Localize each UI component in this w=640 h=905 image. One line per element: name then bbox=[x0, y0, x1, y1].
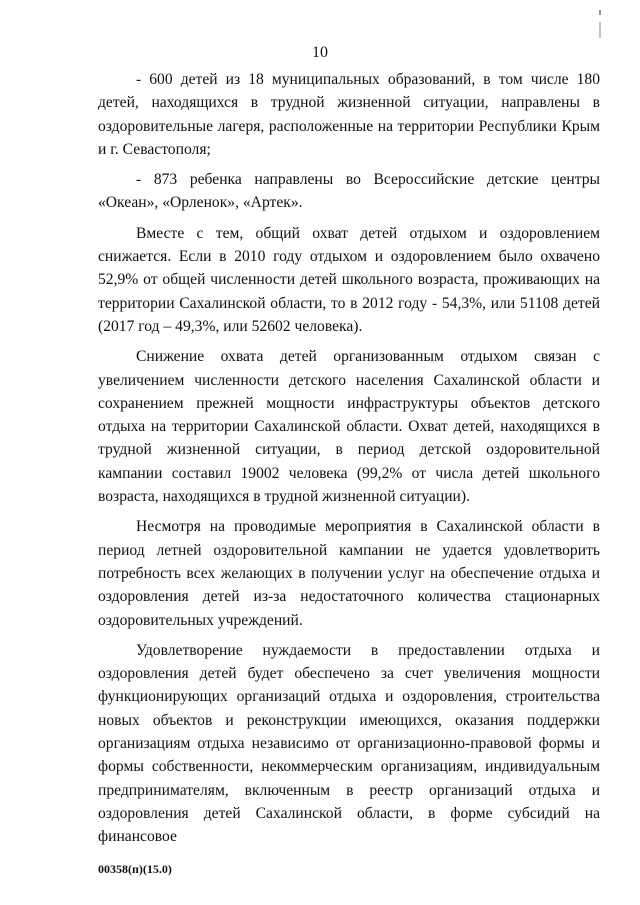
scan-artifact-mark bbox=[599, 22, 601, 38]
paragraph-coverage-reasons: Снижение охвата детей организованным отдыхом связан с увеличением численности детского населения Сахалинской области и сохранением прежней мощности инфраструктуры объектов детского отдыха на территории Сахалинской области. Охват детей, находящихся в трудной жизненной ситуации, в период детской оздоровительной кампании составил 19002 человека (99,2% от числа детей школьного возраста, находящихся в трудной жизненной ситуации). bbox=[98, 348, 600, 506]
page-number: 10 bbox=[312, 44, 328, 61]
paragraph-federal-centers: - 873 ребенка направлены во Всероссийские детские центры «Океан», «Орленок», «Артек». bbox=[98, 171, 600, 212]
paragraph-camps-crimea: - 600 детей из 18 муниципальных образований, в том числе 180 детей, находящихся в трудной жизненной ситуации, направлены в оздоровительные лагеря, расположенные на территории Республики Крым и г. Севастополя; bbox=[98, 71, 600, 158]
scan-artifact-mark bbox=[599, 10, 601, 15]
paragraph-coverage-decline: Вместе с тем, общий охват детей отдыхом и оздоровлением снижается. Если в 2010 году отдыхом и оздоровлением было охвачено 52,9% от общей численности детей школьного возраста, проживающих на территории Сахалинской области, то в 2012 году - 54,3%, или 51108 детей (2017 год – 49,3%, или 52602 человека). bbox=[98, 224, 600, 335]
paragraph-demand-solution: Удовлетворение нуждаемости в предоставлении отдыха и оздоровления детей будет обеспечено за счет увеличения мощности функционирующих организаций отдыха и оздоровления, строительства новых объектов и реконструкции имеющихся, оказания поддержки организациям отдыха независимо от организационно-правовой формы и формы собственности, некоммерческим организациям, индивидуальным предпринимателям, включенным в реестр организаций отдыха и оздоровления детей Сахалинской области, в форме субсидий на финансовое bbox=[98, 641, 600, 846]
document-code-footer: 00358(п)(15.0) bbox=[98, 862, 172, 876]
paragraph-demand-unmet: Несмотря на проводимые мероприятия в Сахалинской области в период летней оздоровительной кампании не удается удовлетворить потребность всех желающих в получении услуг на обеспечение отдыха и оздоровления детей из-за недостаточного количества стационарных оздоровительных учреждений. bbox=[98, 518, 600, 629]
document-body bbox=[98, 68, 600, 849]
